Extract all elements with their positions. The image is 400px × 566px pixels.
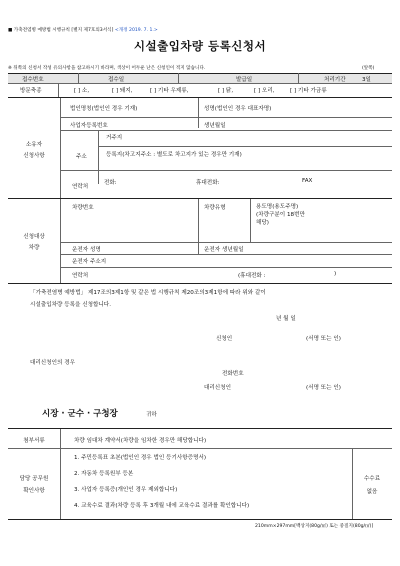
owner-mobile-field[interactable]: 휴대전화: <box>196 180 220 186</box>
addressee-name: 시장 · 군수 · 구청장 <box>42 409 118 419</box>
vehicle-mobile-field[interactable]: (휴대전화 : <box>238 273 266 279</box>
driver-name-field[interactable]: 운전자 성명 <box>72 247 101 253</box>
attachments-content: 차량 임대차 계약서(차량을 임차한 경우만 해당합니다) <box>74 438 207 444</box>
issue-date-label: 발급일 <box>236 77 253 83</box>
verification-item-4: 4. 교육수료 결과(차량 등록 후 3개월 내에 교육수료 결과를 확인합니다) <box>74 503 250 509</box>
application-date[interactable]: 년 월 일 <box>276 316 296 322</box>
verification-label: 담당 공무원 확인사항 <box>19 476 49 494</box>
page-side: (앞쪽) <box>362 66 375 71</box>
registered-place-field[interactable]: 등록지(차고지주소 : 별도로 차고지가 있는 경우만 기재) <box>106 152 242 158</box>
livestock-label: 방문축종 <box>20 88 42 94</box>
owner-fax-field[interactable]: FAX <box>302 178 313 184</box>
law-reference: ■ 가축전염병 예방법 시행규칙 [별지 제7호의3서식] <개정 2019. 7. 1.> <box>8 28 158 33</box>
proxy-heading: 대리신청인의 경우 <box>30 360 76 366</box>
proxy-phone-label[interactable]: 전화번호 <box>222 371 244 377</box>
statement-line-1: 「가축전염병 예방법」 제17조의3제1항 및 같은 법 시행규칙 제20조의3제1항에 따라 위와 같이 <box>30 290 266 296</box>
livestock-option-cattle[interactable]: [ ] 소, <box>74 88 90 94</box>
livestock-option-pig[interactable]: [ ] 돼지, <box>112 88 133 94</box>
verification-item-1: 1. 주민등록표 초본(법인인 경우 법인 등기사항증명서) <box>74 455 207 461</box>
address-label: 주소 <box>76 154 87 160</box>
applicant-sign[interactable]: (서명 또는 인) <box>306 336 341 342</box>
attachments-label: 첨부서류 <box>23 438 45 444</box>
applicant-label: 신청인 <box>216 336 233 342</box>
processing-period-label: 처리기간 <box>324 77 346 83</box>
livestock-option-other-poultry[interactable]: [ ] 기타 가금류 <box>290 88 327 94</box>
fee-box <box>352 474 392 495</box>
owner-contact-label: 연락처 <box>72 184 89 190</box>
vehicle-mobile-close: ) <box>334 271 337 277</box>
corp-name-field[interactable]: 법인명칭(법인인 경우 기재) <box>70 106 138 112</box>
usage-field[interactable]: 용도명(용도주명) (차량구분이 18번만 해당) <box>256 204 305 226</box>
vehicle-section-label: 신청대상 차량 <box>23 234 45 251</box>
driver-address-field[interactable]: 운전자 주소지 <box>72 259 107 265</box>
livestock-option-duck[interactable]: [ ] 오리, <box>254 88 275 94</box>
residence-field[interactable]: 거주지 <box>106 135 123 141</box>
biz-reg-no-field[interactable]: 사업자등록번호 <box>70 123 108 129</box>
fee-label: 수수료 <box>363 476 381 482</box>
receipt-number-label: 접수번호 <box>22 77 44 83</box>
proxy-sign[interactable]: (서명 또는 인) <box>306 385 341 391</box>
addressee-suffix: 귀하 <box>146 412 157 418</box>
vehicle-number-field[interactable]: 차량번호 <box>72 205 94 211</box>
vehicle-contact-field[interactable]: 연락처 <box>72 273 89 279</box>
notice-text: ※ 뒤쪽의 신청서 작성 유의사항을 참고하시기 바라며, 색상이 어두운 난은 신청인이 적지 않습니다. <box>8 66 206 71</box>
livestock-option-other-cloven[interactable]: [ ] 기타 우제류, <box>150 88 189 94</box>
statement-line-2: 시설출입차량 등록을 신청합니다. <box>30 302 111 308</box>
vehicle-type-field[interactable]: 차량유형 <box>204 205 226 211</box>
owner-phone-field[interactable]: 전화: <box>104 180 117 186</box>
birth-date-field[interactable]: 생년월일 <box>204 123 226 129</box>
paper-spec: 210mm×297mm[백상지(80g/㎡) 또는 중질지(80g/㎡)] <box>255 524 374 529</box>
fee-value: 없음 <box>366 489 378 495</box>
proxy-applicant-label: 대리신청인 <box>204 385 232 391</box>
revision-date: <개정 2019. 7. 1.> <box>114 28 158 33</box>
rep-name-field[interactable]: 성명(법인인 경우 대표자명) <box>204 106 272 112</box>
owner-section-label: 소유자 신청사항 <box>23 142 45 159</box>
form-title: 시설출입차량 등록신청서 <box>133 39 267 53</box>
processing-period-value: 3일 <box>362 77 371 83</box>
verification-item-3: 3. 사업자 등록증(개인인 경우 제외합니다) <box>74 487 178 493</box>
receipt-date-label: 접수일 <box>108 77 125 83</box>
verification-item-2: 2. 자동차 등록원부 등본 <box>74 471 134 477</box>
driver-birth-field[interactable]: 운전자 생년월일 <box>204 247 244 253</box>
livestock-option-chicken[interactable]: [ ] 닭, <box>218 88 234 94</box>
